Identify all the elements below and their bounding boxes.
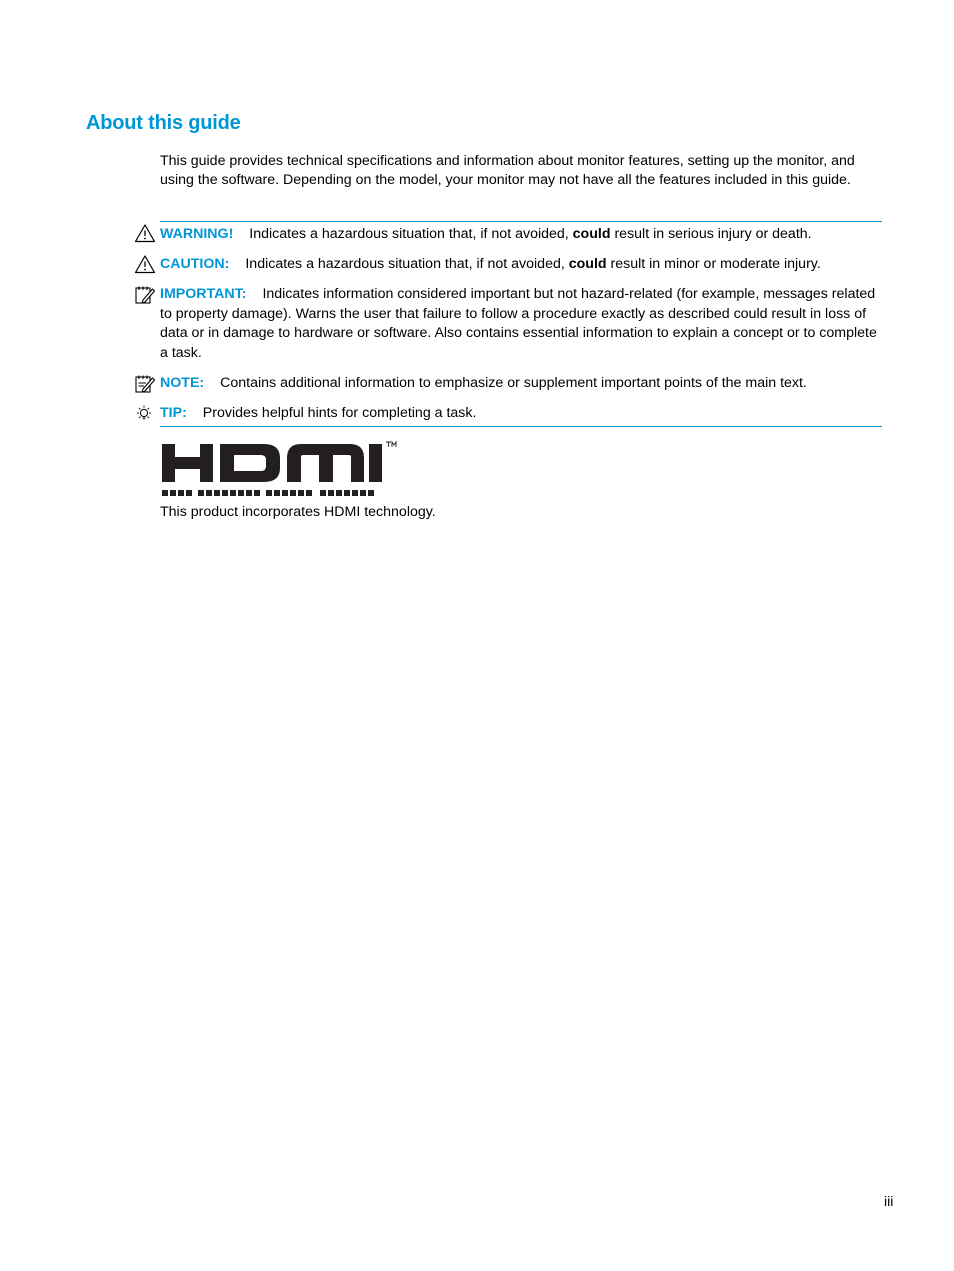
hdmi-caption: This product incorporates HDMI technology. <box>160 504 436 520</box>
caution-text-end: result in minor or moderate injury. <box>606 256 821 272</box>
page-title: About this guide <box>86 112 241 134</box>
note-label: NOTE: <box>160 375 205 391</box>
warning-notice <box>160 225 882 245</box>
note-text: Contains additional information to emphasize or supplement important points of the main text. <box>220 375 807 391</box>
note-notice <box>160 374 882 394</box>
caution-label: CAUTION: <box>160 256 230 272</box>
page-number: iii <box>884 1193 894 1209</box>
warning-text-end: result in serious injury or death. <box>610 226 812 242</box>
warning-emphasis: could <box>572 226 611 242</box>
caution-notice <box>160 255 882 275</box>
warning-label: WARNING! <box>160 226 234 242</box>
important-label: IMPORTANT: <box>160 286 247 302</box>
important-note-icon <box>134 285 156 305</box>
warning-triangle-icon <box>134 223 156 243</box>
caution-emphasis: could <box>568 256 607 272</box>
tip-text: Provides helpful hints for completing a task. <box>202 405 477 421</box>
intro-paragraph: This guide provides technical specifications and information about monitor features, setting up the monitor, and using the software. Depending on the model, your monitor may not have all the features included in this guide. <box>160 153 855 188</box>
caution-text-start: Indicates a hazardous situation that, if not avoided, <box>245 256 569 272</box>
caution-triangle-icon <box>134 254 156 274</box>
hdmi-logo <box>160 439 398 499</box>
note-icon <box>134 374 156 394</box>
tip-label: TIP: <box>160 405 187 421</box>
lightbulb-icon <box>134 404 156 424</box>
important-notice <box>160 285 882 363</box>
notices-top-rule <box>160 221 882 222</box>
tip-notice <box>160 404 882 424</box>
warning-text-start: Indicates a hazardous situation that, if not avoided, <box>249 226 573 242</box>
notices-bottom-rule <box>160 426 882 427</box>
important-text: Indicates information considered important but not hazard-related (for example, messages related to property damage). Warns the user that failure to follow a procedure exactly as described could result in loss of data or in damage to hardware or software. Also contains essential information to explain a concept or to complete a task. <box>160 286 877 361</box>
